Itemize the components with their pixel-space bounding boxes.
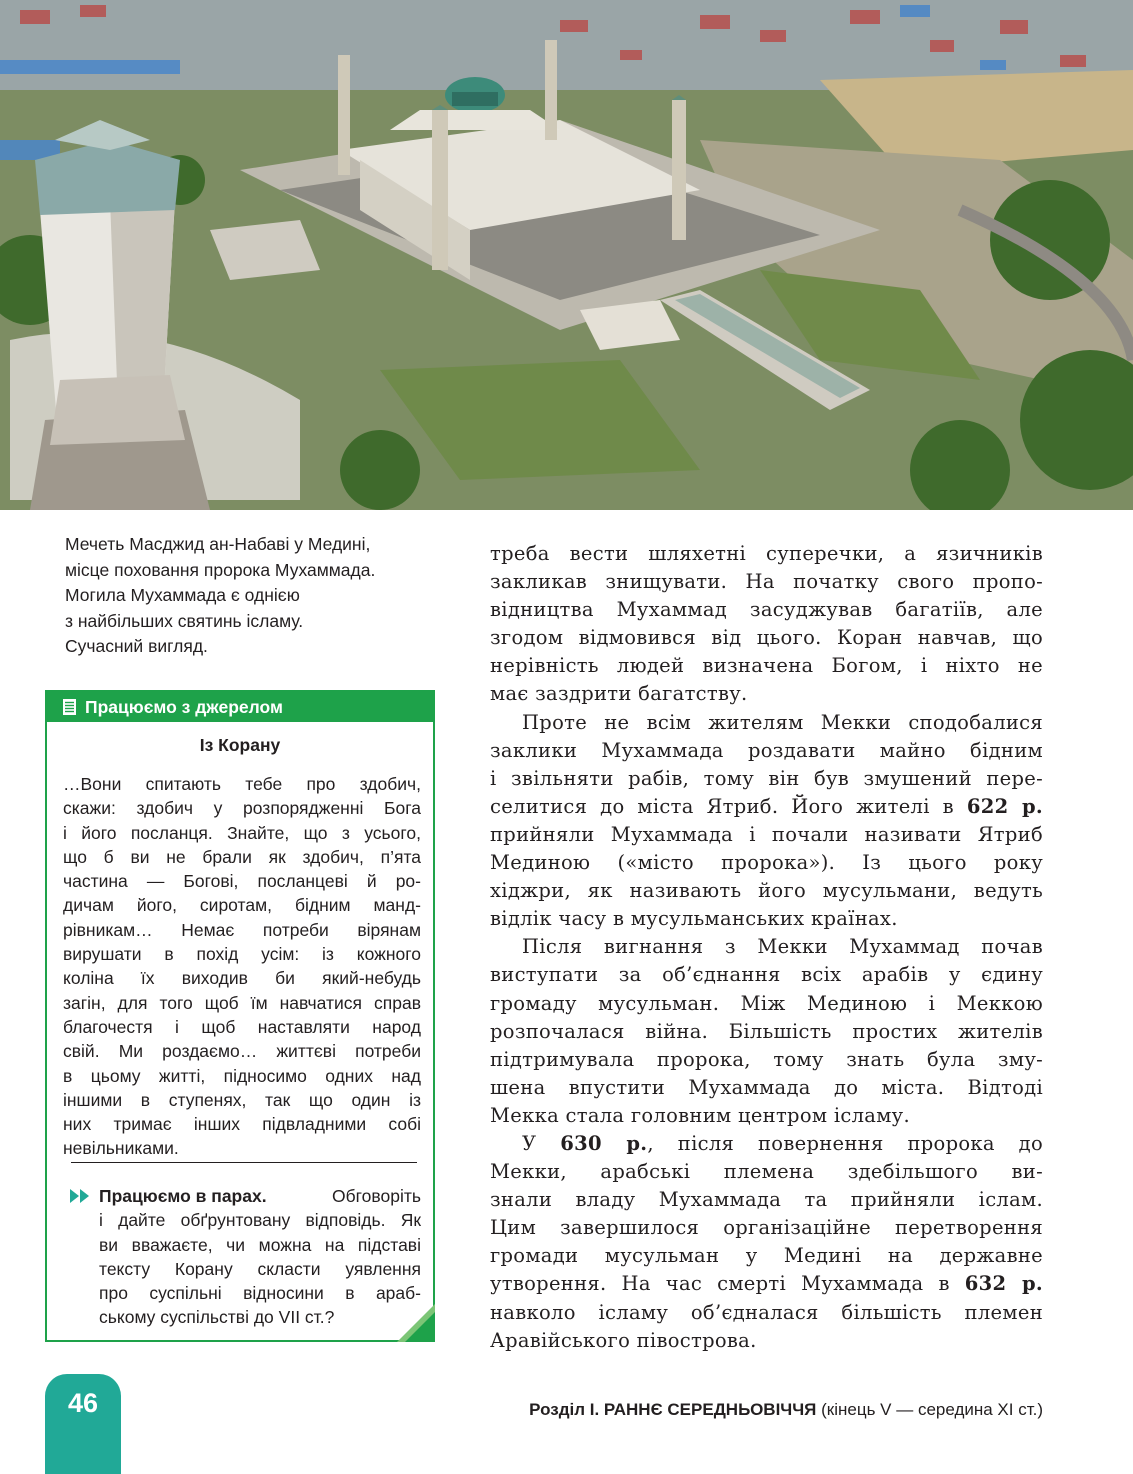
quote-line: що б ви не брали як здобич, п’ята bbox=[63, 846, 421, 867]
corner-triangle-decoration bbox=[397, 1304, 435, 1342]
text-line: хіджри, як називають його мусульмани, ведуть bbox=[490, 879, 1043, 903]
document-icon bbox=[63, 699, 76, 715]
running-head bbox=[529, 1400, 1043, 1420]
quote-line: загін, для того щоб їм навчатися справ bbox=[63, 992, 421, 1013]
text-fragment: , після повернення пророка до bbox=[647, 1131, 1044, 1155]
text-line: підтримувала пророка, тому знать була зму- bbox=[490, 1047, 1043, 1071]
pair-line: ському суспільстві до VII ст.? bbox=[99, 1307, 335, 1328]
source-box-title: Працюємо з джерелом bbox=[85, 696, 283, 717]
pair-line: ви вважаєте, чи можна на підставі bbox=[99, 1234, 421, 1255]
text-line: відлік часу в мусульманських країнах. bbox=[490, 907, 898, 931]
quote-line: коліна їх виходив би який-небудь bbox=[63, 968, 421, 989]
koran-quote bbox=[63, 772, 421, 1161]
text-line: виступати за об’єднання всіх арабів у єдину bbox=[490, 963, 1043, 987]
caption-line: Могила Мухаммада є однією bbox=[65, 585, 300, 605]
text-fragment: утворення. На час смерті Мухаммада в bbox=[490, 1272, 950, 1296]
page-number: 46 bbox=[67, 1388, 99, 1418]
text-line: розпочалася війна. Більшість простих жителів bbox=[490, 1019, 1043, 1043]
text-line: знали владу Мухаммада та прийняли іслам. bbox=[490, 1188, 1043, 1212]
divider bbox=[71, 1162, 417, 1163]
text-line: Аравійського півострова. bbox=[490, 1328, 757, 1352]
double-arrow-icon bbox=[69, 1188, 91, 1204]
pair-first-line bbox=[69, 1184, 421, 1208]
text-line: відництва Мухаммад засуджував багатіїв, але bbox=[490, 598, 1043, 622]
text-line-with-year bbox=[490, 1130, 1043, 1158]
text-line-with-year bbox=[490, 793, 1043, 821]
text-line: Цим завершилося організаційне перетворення bbox=[490, 1216, 1043, 1240]
text-line: Мекка стала головним центром ісламу. bbox=[490, 1103, 910, 1127]
quote-line: них тримає інших підвладними собі bbox=[63, 1114, 421, 1135]
year-630: 630 р. bbox=[560, 1131, 648, 1155]
quote-line: і його посланця. Знайте, що з усього, bbox=[63, 822, 421, 843]
text-line: Після вигнання з Мекки Мухаммад почав bbox=[522, 935, 1043, 959]
quote-line: дичам його, сиротам, бідним манд- bbox=[63, 895, 421, 916]
pair-work-task bbox=[69, 1184, 421, 1330]
text-line-with-year bbox=[490, 1270, 1043, 1298]
text-line: згодом відмовився від цього. Коран навчав, що bbox=[490, 626, 1043, 650]
pair-line: тексту Корану скласти уявлення bbox=[99, 1258, 421, 1279]
caption-line: місце поховання пророка Мухаммада. bbox=[65, 559, 376, 580]
text-line: заклики Мухаммада роздавати майно бідним bbox=[490, 738, 1043, 762]
text-line: шена впустити Мухаммада до міста. Відтоді bbox=[490, 1075, 1043, 1099]
photo-caption bbox=[65, 532, 425, 660]
text-line: прийняли Мухаммада і почали називати Ятриб bbox=[490, 822, 1043, 846]
pair-line: і дайте обґрунтовану відповідь. Як bbox=[99, 1210, 421, 1231]
text-line: навколо ісламу об’єдналася більшість племен bbox=[490, 1300, 1043, 1324]
pair-first-rest: Обговоріть bbox=[332, 1186, 421, 1206]
quote-line: рівникам… Немає потреби вірянам bbox=[63, 919, 421, 940]
quote-line: благочестя і щоб наставляти народ bbox=[63, 1016, 421, 1037]
text-fragment: селитися до міста Ятриб. Його жителі в bbox=[490, 794, 954, 818]
source-box bbox=[45, 690, 435, 1342]
mosque-photo bbox=[0, 0, 1133, 510]
mosque-aerial-image bbox=[0, 0, 1133, 510]
section-title: Розділ І. РАННЄ СЕРЕДНЬОВІЧЧЯ bbox=[529, 1400, 817, 1419]
text-line: Проте не всім жителям Мекки сподобалися bbox=[522, 710, 1043, 734]
text-line: громаду мусульман. Між Мединою і Меккою bbox=[490, 991, 1043, 1015]
caption-line: Мечеть Масджид ан-Набаві у Медині, bbox=[65, 534, 371, 554]
main-text bbox=[490, 540, 1043, 1355]
pair-line: про суспільні відносини в араб- bbox=[99, 1283, 421, 1304]
caption-line: Сучасний вигляд. bbox=[65, 636, 208, 656]
text-line: закликав знищувати. На початку свого пропо- bbox=[490, 570, 1043, 594]
text-line: і звільняти рабів, тому він був змушений пере- bbox=[490, 766, 1043, 790]
quote-line: свій. Ми роздаємо… життєві потреби bbox=[63, 1041, 421, 1062]
pair-title: Працюємо в парах. bbox=[99, 1186, 267, 1206]
text-line: має заздрити багатству. bbox=[490, 682, 748, 706]
source-box-header bbox=[47, 692, 433, 722]
source-title: Із Корану bbox=[199, 735, 281, 755]
quote-line: частина — Богові, посланцеві й ро- bbox=[63, 871, 421, 892]
quote-line: скажи: здобич у розпорядженні Бога bbox=[63, 798, 421, 819]
text-line: громади мусульман у Медині на державне bbox=[490, 1244, 1043, 1268]
quote-line: іншими в ступенях, так що один із bbox=[63, 1089, 421, 1110]
quote-line: …Вони спитають тебе про здобич, bbox=[63, 774, 421, 794]
quote-line: невільниками. bbox=[63, 1138, 179, 1159]
text-line: Мекки, арабські племена здебільшого ви- bbox=[490, 1160, 1043, 1184]
page-number-tab bbox=[45, 1374, 121, 1474]
quote-line: в цьому житті, підносимо одних над bbox=[63, 1065, 421, 1086]
year-622: 622 р. bbox=[966, 794, 1044, 818]
text-line: треба вести шляхетні суперечки, а язичників bbox=[490, 542, 1043, 565]
quote-line: вирушати в похід усім: із кожного bbox=[63, 944, 421, 965]
section-period: (кінець V — середина XI ст.) bbox=[816, 1400, 1043, 1419]
text-line: Мединою («місто пророка»). Із цього року bbox=[490, 851, 1043, 875]
text-line: нерівність людей визначена Богом, і ніхто не bbox=[490, 654, 1043, 678]
caption-line: з найбільших святинь ісламу. bbox=[65, 610, 304, 631]
year-632: 632 р. bbox=[964, 1272, 1044, 1296]
text-fragment: У bbox=[522, 1131, 537, 1155]
